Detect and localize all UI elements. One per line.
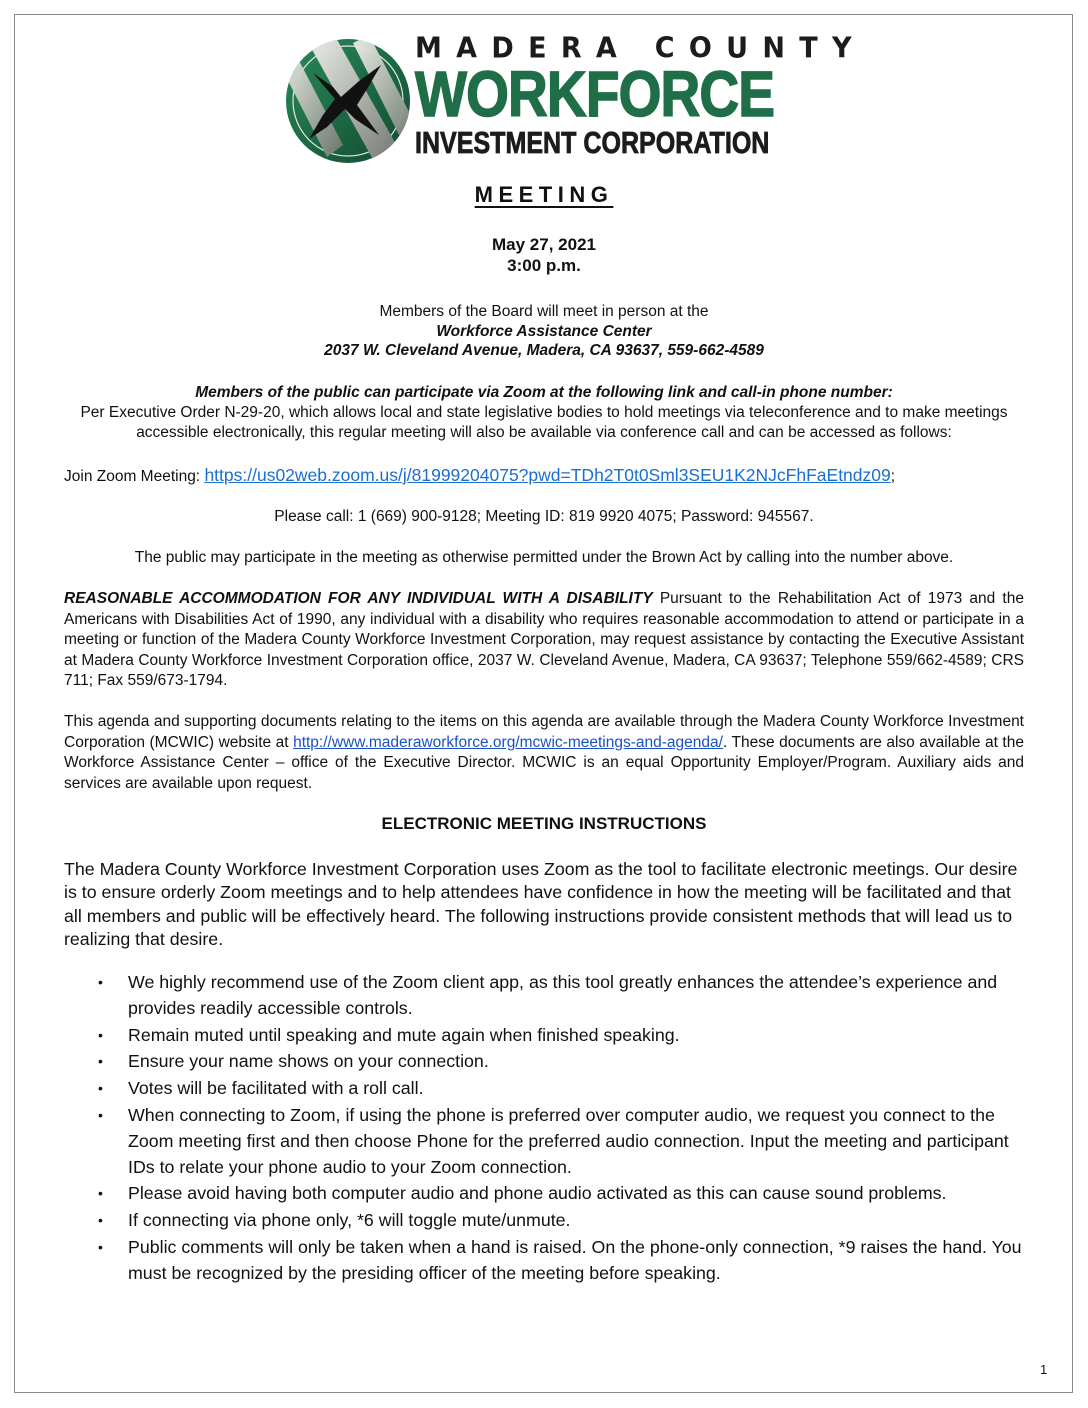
agenda-text-after-link: . These documents are also available at the Workforce Assistance Center – office of the Executive Director. MCWIC is an equal Opportunity Employer/Program. Auxiliary aids and services are available upon request. (64, 733, 1024, 792)
zoom-join-label: Join Zoom Meeting: (64, 468, 205, 485)
mw-emblem-icon (283, 35, 413, 165)
logo-text-workforce: WORKFORCE (415, 58, 775, 130)
instruction-item (64, 1235, 1029, 1287)
instruction-text: Public comments will only be taken when a hand is raised. On the phone-only connection, *9 raises the hand. You must be recognized by the presiding officer of the meeting before speaking. (128, 1236, 1022, 1283)
zoom-join-line (64, 465, 895, 486)
instruction-item (64, 1181, 1029, 1207)
instructions-list (64, 970, 1029, 1288)
brown-act-notice: The public may participate in the meeting as otherwise permitted under the Brown Act by calling into the number above. (134, 549, 954, 566)
agenda-website-link[interactable]: http://www.maderaworkforce.org/mcwic-meetings-and-agenda/ (293, 733, 723, 751)
bullet-icon: • (98, 1238, 103, 1255)
location-intro: Members of the Board will meet in person at the (379, 303, 709, 320)
instruction-text: We highly recommend use of the Zoom client app, as this tool greatly enhances the attendee’s experience and provides readily accessible controls. (128, 972, 998, 1018)
instruction-item (64, 1076, 1029, 1102)
organization-logo (283, 32, 866, 168)
page-title (60, 182, 1028, 208)
zoom-description: Per Executive Order N-29-20, which allows local and state legislative bodies to hold meetings via teleconference and to make meetings accessible electronically, this regular meeting will also be available via conference call and can be accessed as follows: (80, 404, 1008, 441)
agenda-text-before-link: This agenda and supporting documents relating to the items on this agenda are available through the Madera County Workforce Investment Corporation (MCWIC) website at (64, 713, 1024, 751)
instruction-text: Remain muted until speaking and mute again when finished speaking. (128, 1024, 680, 1045)
meeting-location (60, 302, 1028, 361)
instruction-item (64, 1208, 1029, 1234)
bullet-icon: • (98, 1185, 103, 1202)
bullet-icon: • (98, 1080, 103, 1097)
logo-text-investment-corporation: INVESTMENT CORPORATION (415, 125, 770, 160)
title-text: MEETING (474, 182, 614, 207)
accommodation-body: Pursuant to the Rehabilitation Act of 1973 and the Americans with Disabilities Act of 1990, any individual with a disability who requires reasonable accommodation to attend or participate in a meeting or function of the Madera County Workforce Investment Corporation, may request assistance by contacting the Executive Assistant at Madera County Workforce Investment Corporation office, 2037 W. Cleveland Avenue, Madera, CA 93637; Telephone 559/662-4589; CRS 711; Fax 559/673-1794. (64, 590, 1024, 690)
instruction-text: Ensure your name shows on your connection. (128, 1051, 489, 1072)
instruction-item (64, 1023, 1029, 1049)
zoom-meeting-link[interactable]: https://us02web.zoom.us/j/81999204075?pwd=TDh2T0t0Sml3SEU1K2NJcFhFaEtndz09 (204, 465, 891, 485)
instruction-text: Votes will be facilitated with a roll call. (128, 1078, 424, 1099)
accommodation-paragraph (64, 589, 1024, 692)
meeting-time: 3:00 p.m. (507, 256, 581, 275)
accommodation-heading: REASONABLE ACCOMMODATION FOR ANY INDIVIDUAL WITH A DISABILITY (64, 590, 653, 607)
instruction-item (64, 1049, 1029, 1075)
bullet-icon: • (98, 1053, 103, 1070)
instruction-text: Please avoid having both computer audio and phone audio activated as this can cause sound problems. (128, 1183, 947, 1204)
page-number: 1 (1040, 1362, 1048, 1377)
call-in-info: Please call: 1 (669) 900-9128; Meeting ID: 819 9920 4075; Password: 945567. (274, 508, 814, 525)
instruction-text: If connecting via phone only, *6 will toggle mute/unmute. (128, 1210, 571, 1231)
instruction-item (64, 970, 1029, 1022)
bullet-icon: • (98, 1106, 103, 1123)
instruction-text: When connecting to Zoom, if using the phone is preferred over computer audio, we request you connect to the Zoom meeting first and then choose Phone for the preferred audio connection. Input the meeting and participant IDs to relate your phone audio to your Zoom connection. (128, 1104, 1009, 1177)
meeting-datetime (60, 234, 1028, 276)
meeting-date: May 27, 2021 (492, 235, 596, 254)
location-venue: Workforce Assistance Center (436, 322, 652, 340)
zoom-heading: Members of the public can participate via Zoom at the following link and call-in phone number: (195, 384, 893, 401)
bullet-icon: • (98, 974, 103, 990)
bullet-icon: • (98, 1212, 103, 1229)
location-address: 2037 W. Cleveland Avenue, Madera, CA 93637, 559-662-4589 (324, 342, 764, 359)
instructions-heading: ELECTRONIC MEETING INSTRUCTIONS (381, 814, 707, 833)
zoom-participation-section (60, 383, 1028, 443)
bullet-icon: • (98, 1026, 103, 1043)
agenda-availability-paragraph (64, 712, 1024, 794)
logo-text-madera-county: MADERA COUNTY (415, 32, 866, 65)
instruction-item (64, 1103, 1029, 1180)
instructions-intro: The Madera County Workforce Investment Corporation uses Zoom as the tool to facilitate electronic meetings. Our desire is to ensure orderly Zoom meetings and to help attendees have confidence in how the meeting will be facilitated and that all members and public will be effectively heard. The following instructions provide consistent methods that will lead us to realizing that desire. (64, 859, 1018, 949)
zoom-join-suffix: ; (890, 468, 896, 485)
